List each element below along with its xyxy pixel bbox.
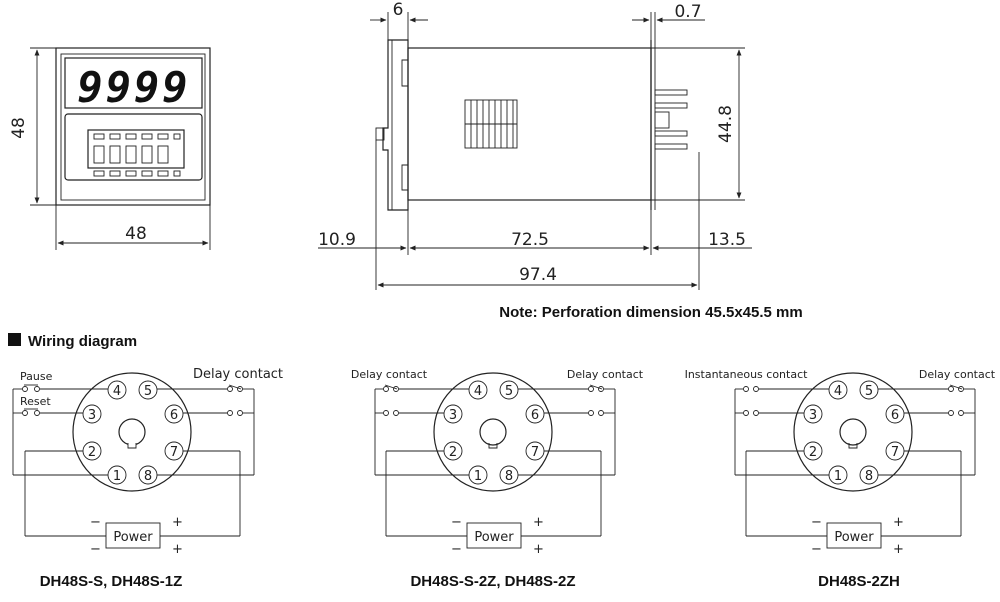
left-contact-label: Instantaneous contact (684, 368, 808, 381)
plus-top: + (172, 515, 183, 530)
svg-text:1: 1 (833, 469, 843, 484)
svg-text:8: 8 (143, 469, 153, 484)
svg-text:7: 7 (890, 445, 900, 460)
side-bezel (383, 40, 408, 210)
svg-text:4: 4 (112, 384, 122, 399)
side-view (318, 0, 752, 290)
dim-135-label: 13.5 (708, 230, 746, 250)
svg-text:7: 7 (169, 445, 179, 460)
plus-bottom: + (172, 542, 183, 557)
svg-text:6: 6 (169, 408, 179, 423)
perforation-note: Note: Perforation dimension 45.5x45.5 mm (499, 304, 803, 321)
power-label: Power (113, 530, 153, 545)
socket-base (794, 373, 912, 491)
plus-bottom: + (533, 542, 544, 557)
dim-109-label: 10.9 (318, 230, 356, 250)
minus-top: − (90, 515, 101, 530)
wiring-diagram-3 (685, 368, 996, 590)
keypad-panel (65, 114, 202, 180)
plus-top: + (533, 515, 544, 530)
front-view (9, 48, 210, 250)
display-digits: 9999 (77, 63, 191, 112)
svg-text:5: 5 (143, 384, 153, 399)
svg-text:8: 8 (504, 469, 514, 484)
svg-text:3: 3 (87, 408, 97, 423)
plus-bottom: + (893, 542, 904, 557)
svg-text:3: 3 (808, 408, 818, 423)
svg-text:7: 7 (530, 445, 540, 460)
wiring-title: Wiring diagram (28, 333, 138, 350)
svg-text:1: 1 (112, 469, 122, 484)
minus-top: − (451, 515, 462, 530)
svg-text:2: 2 (448, 445, 458, 460)
svg-text:8: 8 (864, 469, 874, 484)
wiring-diagram-2 (351, 368, 644, 590)
side-body (408, 48, 651, 200)
power-label: Power (474, 530, 514, 545)
reset-label: Reset (20, 395, 51, 408)
section-bullet (8, 333, 21, 346)
svg-text:4: 4 (833, 384, 843, 399)
right-contact-label: Delay contact (918, 368, 996, 381)
socket-base (434, 373, 552, 491)
svg-text:3: 3 (448, 408, 458, 423)
caption-3: DH48S-2ZH (818, 573, 900, 590)
caption-2: DH48S-S-2Z, DH48S-2Z (410, 573, 576, 590)
dim-725-label: 72.5 (511, 230, 549, 250)
svg-text:2: 2 (808, 445, 818, 460)
front-width-label: 48 (125, 224, 147, 244)
svg-text:6: 6 (530, 408, 540, 423)
dim-6-label: 6 (392, 0, 404, 20)
wiring-diagram-1 (13, 367, 283, 590)
svg-text:5: 5 (864, 384, 874, 399)
left-contact-label: Delay contact (350, 368, 428, 381)
plus-top: + (893, 515, 904, 530)
svg-text:6: 6 (890, 408, 900, 423)
dim-07-label: 0.7 (674, 2, 702, 22)
side-ribs (465, 100, 517, 148)
dip-switches (88, 130, 184, 176)
delay-contact-label: Delay contact (192, 367, 284, 382)
right-contact-label: Delay contact (566, 368, 644, 381)
minus-top: − (811, 515, 822, 530)
svg-text:4: 4 (473, 384, 483, 399)
minus-bottom: − (90, 542, 101, 557)
front-height-label: 48 (9, 117, 29, 139)
svg-text:1: 1 (473, 469, 483, 484)
socket-base (73, 373, 191, 491)
power-label: Power (834, 530, 874, 545)
minus-bottom: − (451, 542, 462, 557)
svg-text:5: 5 (504, 384, 514, 399)
caption-1: DH48S-S, DH48S-1Z (39, 573, 183, 590)
side-pins (655, 90, 687, 149)
dim-974-label: 97.4 (519, 265, 557, 285)
svg-text:2: 2 (87, 445, 97, 460)
side-height-label: 44.8 (716, 105, 736, 143)
pause-label: Pause (20, 370, 53, 383)
minus-bottom: − (811, 542, 822, 557)
